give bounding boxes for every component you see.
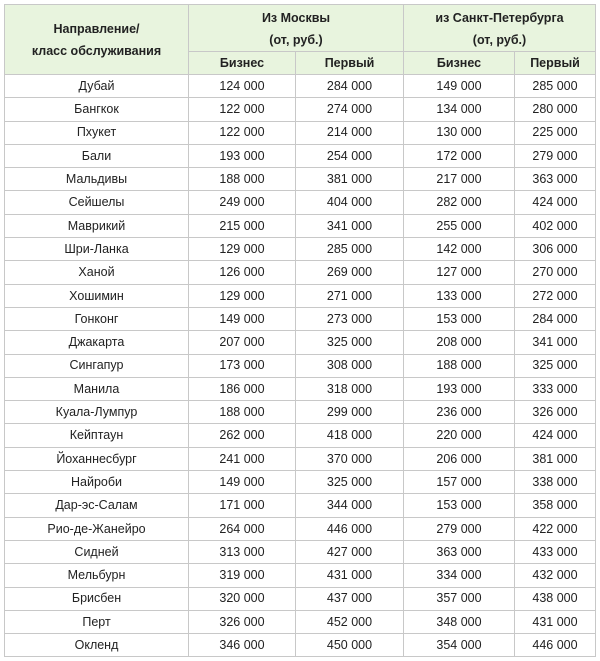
header-spb-first: Первый (515, 52, 596, 75)
cell-spb-business: 206 000 (404, 447, 515, 470)
cell-direction: Хошимин (5, 284, 189, 307)
table-row (5, 447, 596, 470)
table-row (5, 214, 596, 237)
cell-moscow-first: 381 000 (296, 168, 404, 191)
table-row (5, 354, 596, 377)
table-row (5, 610, 596, 633)
cell-spb-business: 153 000 (404, 494, 515, 517)
cell-moscow-business: 173 000 (189, 354, 296, 377)
cell-spb-first: 333 000 (515, 377, 596, 400)
cell-moscow-first: 308 000 (296, 354, 404, 377)
cell-spb-business: 334 000 (404, 564, 515, 587)
table-row (5, 494, 596, 517)
cell-spb-first: 446 000 (515, 634, 596, 657)
header-spb-business: Бизнес (404, 52, 515, 75)
table-row (5, 121, 596, 144)
header-group-spb-line2: (от, руб.) (472, 33, 527, 47)
cell-spb-business: 255 000 (404, 214, 515, 237)
header-group-moscow-line2: (от, руб.) (269, 33, 323, 47)
cell-direction: Манила (5, 377, 189, 400)
price-table (4, 4, 596, 657)
cell-moscow-first: 431 000 (296, 564, 404, 587)
cell-spb-first: 272 000 (515, 284, 596, 307)
cell-moscow-first: 344 000 (296, 494, 404, 517)
cell-direction: Сейшелы (5, 191, 189, 214)
cell-moscow-business: 122 000 (189, 98, 296, 121)
table-row (5, 144, 596, 167)
cell-spb-business: 363 000 (404, 540, 515, 563)
table-row (5, 191, 596, 214)
cell-moscow-first: 452 000 (296, 610, 404, 633)
cell-moscow-first: 254 000 (296, 144, 404, 167)
cell-direction: Дубай (5, 75, 189, 98)
header-row-groups (5, 5, 596, 52)
cell-direction: Сингапур (5, 354, 189, 377)
cell-direction: Маврикий (5, 214, 189, 237)
cell-moscow-business: 249 000 (189, 191, 296, 214)
table-row (5, 377, 596, 400)
cell-moscow-first: 437 000 (296, 587, 404, 610)
cell-spb-business: 279 000 (404, 517, 515, 540)
cell-moscow-business: 171 000 (189, 494, 296, 517)
cell-direction: Мальдивы (5, 168, 189, 191)
header-group-moscow (189, 5, 404, 52)
cell-spb-first: 433 000 (515, 540, 596, 563)
table-row (5, 564, 596, 587)
cell-spb-business: 282 000 (404, 191, 515, 214)
table-row (5, 284, 596, 307)
cell-spb-first: 285 000 (515, 75, 596, 98)
cell-spb-first: 422 000 (515, 517, 596, 540)
cell-spb-first: 438 000 (515, 587, 596, 610)
cell-direction: Окленд (5, 634, 189, 657)
cell-spb-first: 424 000 (515, 191, 596, 214)
table-row (5, 540, 596, 563)
cell-spb-business: 348 000 (404, 610, 515, 633)
header-direction-line2: класс обслуживания (31, 43, 162, 58)
cell-spb-business: 153 000 (404, 307, 515, 330)
cell-moscow-first: 370 000 (296, 447, 404, 470)
cell-moscow-business: 122 000 (189, 121, 296, 144)
cell-moscow-business: 215 000 (189, 214, 296, 237)
cell-moscow-business: 186 000 (189, 377, 296, 400)
cell-spb-business: 357 000 (404, 587, 515, 610)
cell-spb-first: 270 000 (515, 261, 596, 284)
table-row (5, 331, 596, 354)
cell-moscow-first: 446 000 (296, 517, 404, 540)
cell-spb-first: 280 000 (515, 98, 596, 121)
cell-moscow-business: 129 000 (189, 284, 296, 307)
cell-spb-first: 325 000 (515, 354, 596, 377)
cell-moscow-business: 320 000 (189, 587, 296, 610)
cell-direction: Джакарта (5, 331, 189, 354)
cell-spb-first: 338 000 (515, 471, 596, 494)
table-row (5, 517, 596, 540)
cell-direction: Мельбурн (5, 564, 189, 587)
cell-direction: Бали (5, 144, 189, 167)
cell-moscow-first: 318 000 (296, 377, 404, 400)
cell-moscow-first: 404 000 (296, 191, 404, 214)
cell-moscow-business: 326 000 (189, 610, 296, 633)
header-moscow-first: Первый (296, 52, 404, 75)
cell-spb-first: 424 000 (515, 424, 596, 447)
cell-moscow-business: 149 000 (189, 471, 296, 494)
cell-spb-first: 284 000 (515, 307, 596, 330)
cell-spb-first: 358 000 (515, 494, 596, 517)
cell-spb-business: 172 000 (404, 144, 515, 167)
cell-spb-first: 306 000 (515, 238, 596, 261)
cell-moscow-first: 285 000 (296, 238, 404, 261)
cell-spb-first: 402 000 (515, 214, 596, 237)
cell-moscow-first: 325 000 (296, 331, 404, 354)
cell-moscow-first: 450 000 (296, 634, 404, 657)
cell-spb-first: 363 000 (515, 168, 596, 191)
table-row (5, 587, 596, 610)
table-row (5, 168, 596, 191)
cell-spb-first: 341 000 (515, 331, 596, 354)
cell-moscow-first: 271 000 (296, 284, 404, 307)
table-row (5, 424, 596, 447)
cell-direction: Рио-де-Жанейро (5, 517, 189, 540)
cell-spb-business: 134 000 (404, 98, 515, 121)
cell-moscow-business: 264 000 (189, 517, 296, 540)
cell-direction: Кейптаун (5, 424, 189, 447)
cell-spb-business: 133 000 (404, 284, 515, 307)
cell-moscow-business: 207 000 (189, 331, 296, 354)
cell-moscow-first: 284 000 (296, 75, 404, 98)
header-group-spb-line1: из Санкт-Петербурга (435, 11, 564, 25)
cell-spb-business: 208 000 (404, 331, 515, 354)
cell-spb-first: 279 000 (515, 144, 596, 167)
table-row (5, 98, 596, 121)
cell-direction: Шри-Ланка (5, 238, 189, 261)
cell-spb-first: 381 000 (515, 447, 596, 470)
cell-spb-business: 142 000 (404, 238, 515, 261)
cell-direction: Гонконг (5, 307, 189, 330)
table-row (5, 471, 596, 494)
table-header (5, 5, 596, 75)
cell-moscow-first: 274 000 (296, 98, 404, 121)
cell-direction: Куала-Лумпур (5, 401, 189, 424)
cell-moscow-first: 418 000 (296, 424, 404, 447)
cell-spb-business: 217 000 (404, 168, 515, 191)
table-row (5, 307, 596, 330)
cell-spb-business: 130 000 (404, 121, 515, 144)
table-row (5, 261, 596, 284)
cell-moscow-business: 188 000 (189, 401, 296, 424)
cell-moscow-business: 319 000 (189, 564, 296, 587)
cell-moscow-business: 193 000 (189, 144, 296, 167)
header-direction-line1: Направление/ (53, 21, 140, 36)
cell-direction: Ханой (5, 261, 189, 284)
header-moscow-business: Бизнес (189, 52, 296, 75)
cell-direction: Сидней (5, 540, 189, 563)
table-row (5, 238, 596, 261)
cell-moscow-business: 346 000 (189, 634, 296, 657)
cell-moscow-first: 325 000 (296, 471, 404, 494)
price-table-container (4, 4, 595, 657)
table-row (5, 634, 596, 657)
cell-direction: Бангкок (5, 98, 189, 121)
cell-moscow-business: 129 000 (189, 238, 296, 261)
cell-spb-business: 236 000 (404, 401, 515, 424)
cell-direction: Брисбен (5, 587, 189, 610)
cell-spb-business: 220 000 (404, 424, 515, 447)
cell-moscow-first: 214 000 (296, 121, 404, 144)
cell-spb-first: 326 000 (515, 401, 596, 424)
cell-moscow-business: 188 000 (189, 168, 296, 191)
cell-spb-first: 432 000 (515, 564, 596, 587)
cell-spb-first: 431 000 (515, 610, 596, 633)
cell-spb-first: 225 000 (515, 121, 596, 144)
cell-direction: Йоханнесбург (5, 447, 189, 470)
header-direction (5, 5, 189, 75)
header-group-spb (404, 5, 596, 52)
cell-spb-business: 157 000 (404, 471, 515, 494)
table-body (5, 75, 596, 657)
cell-spb-business: 127 000 (404, 261, 515, 284)
cell-spb-business: 193 000 (404, 377, 515, 400)
cell-moscow-business: 241 000 (189, 447, 296, 470)
cell-moscow-first: 341 000 (296, 214, 404, 237)
cell-spb-business: 354 000 (404, 634, 515, 657)
cell-moscow-first: 427 000 (296, 540, 404, 563)
header-group-moscow-line1: Из Москвы (261, 11, 331, 25)
cell-direction: Дар-эс-Салам (5, 494, 189, 517)
cell-moscow-business: 262 000 (189, 424, 296, 447)
cell-moscow-first: 273 000 (296, 307, 404, 330)
cell-moscow-business: 126 000 (189, 261, 296, 284)
cell-direction: Перт (5, 610, 189, 633)
cell-moscow-business: 124 000 (189, 75, 296, 98)
cell-spb-business: 188 000 (404, 354, 515, 377)
cell-moscow-business: 313 000 (189, 540, 296, 563)
cell-direction: Найроби (5, 471, 189, 494)
cell-moscow-first: 269 000 (296, 261, 404, 284)
table-row (5, 401, 596, 424)
table-row (5, 75, 596, 98)
cell-direction: Пхукет (5, 121, 189, 144)
cell-moscow-business: 149 000 (189, 307, 296, 330)
cell-moscow-first: 299 000 (296, 401, 404, 424)
cell-spb-business: 149 000 (404, 75, 515, 98)
